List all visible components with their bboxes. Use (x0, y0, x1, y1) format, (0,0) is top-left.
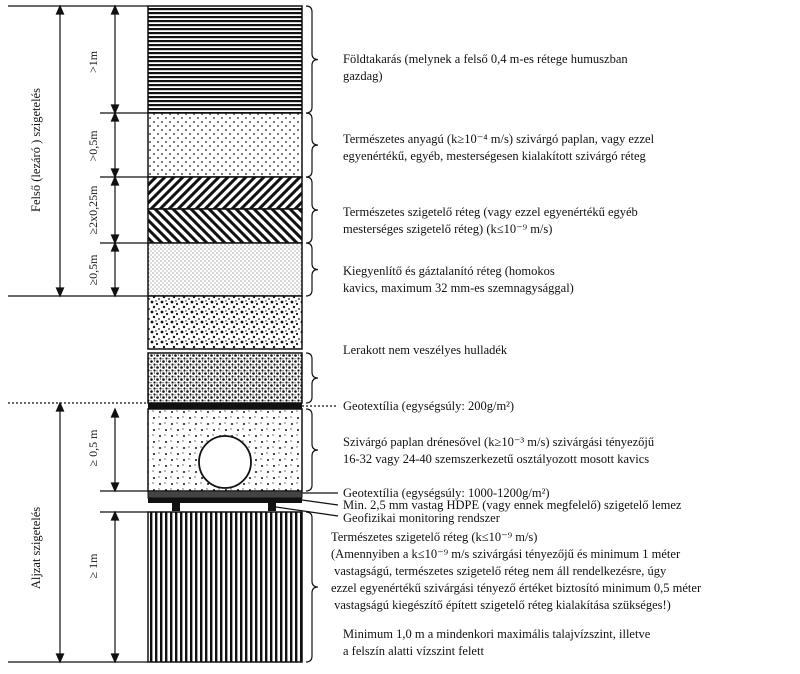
layer-description (343, 511, 501, 525)
dimension-label: >0,5m (86, 130, 100, 162)
layer-description (343, 205, 638, 236)
layer-description-line: Lerakott nem veszélyes hulladék (343, 343, 508, 357)
layer-description (343, 435, 655, 466)
layer-waste (148, 353, 302, 403)
layer-description-line: Földtakarás (melynek a felső 0,4 m-es rétege humuszban (343, 52, 628, 66)
layer-description-line: gazdag) (343, 69, 383, 83)
arrow-head (112, 512, 119, 520)
layer-description (343, 132, 655, 163)
layer-drainage-blanket (148, 113, 302, 177)
arrow-head (112, 409, 119, 417)
dimension-label: ≥ 1m (86, 553, 100, 579)
arrow-head (112, 288, 119, 296)
layer-description-line: 16-32 vagy 24-40 szemszerkezetű osztályozott mosott kavics (343, 452, 650, 466)
layer-description (343, 399, 514, 413)
layer-description (331, 530, 702, 612)
arrow-head (112, 483, 119, 491)
layer-description-line: Minimum 1,0 m a mindenkori maximális talajvízszint, illetve (343, 627, 651, 641)
leader-line (302, 500, 338, 505)
arrow-head (57, 654, 64, 662)
arrow-head (57, 288, 64, 296)
layer-brace (306, 177, 318, 243)
layer-description-line: Szivárgó paplan drénesővel (k≥10⁻³ m/s) szivárgási tényezőjű (343, 435, 655, 449)
dimension-label: >1m (86, 50, 100, 74)
layer-clay-a (148, 177, 302, 209)
layer-geotextile-bottom (148, 491, 302, 498)
layer-brace (306, 409, 318, 491)
layer-equalizing (148, 243, 302, 296)
arrow-head (57, 6, 64, 14)
arrow-head (57, 403, 64, 411)
layer-description-line: Geofizikai monitoring rendszer (343, 511, 500, 525)
layer-description (343, 264, 574, 295)
layer-description (343, 498, 682, 512)
drain-pipe (199, 436, 251, 488)
layer-natural-liner (148, 512, 302, 662)
layer-column (148, 6, 302, 662)
layer-description-line: Kiegyenlítő és gáztalanító réteg (homokos (343, 264, 555, 278)
monitoring-sensor (172, 503, 180, 511)
layer-brace (306, 353, 318, 403)
layer-descriptions (331, 52, 702, 658)
layer-description-line: Természetes szigetelő réteg (k≤10⁻⁹ m/s) (331, 530, 538, 544)
layer-description (343, 627, 651, 658)
layer-description (343, 52, 628, 83)
arrow-head (112, 113, 119, 121)
arrow-head (112, 177, 119, 185)
layer-description-line: mesterséges szigetelő réteg) (k≤10⁻⁹ m/s) (343, 222, 553, 236)
layer-description-line: Természetes szigetelő réteg (vagy ezzel egyenértékű egyéb (343, 205, 638, 219)
layer-description-line: Geotextília (egységsúly: 200g/m²) (343, 399, 515, 413)
layer-hdpe (148, 498, 302, 503)
layer-brace (306, 113, 318, 177)
layer-description-line: kavics, maximum 32 mm-es szemnagysággal) (343, 281, 574, 295)
layer-description-line: Geotextília (egységsúly: 1000-1200g/m²) (343, 486, 550, 500)
layer-description-line: Min. 2,5 mm vastag HDPE (vagy ennek megfelelő) szigetelő lemez (343, 498, 682, 512)
layer-brace (306, 243, 318, 296)
dimension-label: ≥2x0,25m (86, 185, 100, 235)
layer-description-line: vastagságú kiegészítő épített szigetelő réteg kialakítása szükséges!) (331, 598, 671, 612)
group-label-top: Felső (lezáró ) szigetelés (29, 88, 43, 212)
arrow-head (112, 243, 119, 251)
arrow-head (112, 6, 119, 14)
dimension-label: ≥ 0,5 m (86, 429, 100, 467)
layer-description-line: (Amennyiben a k≤10⁻⁹ m/s szivárgási tényezőjű és minimum 1 méter (331, 547, 681, 561)
layer-topsoil (148, 6, 302, 113)
layer-description (343, 343, 508, 357)
layer-gravel-cover (148, 296, 302, 349)
layer-description-line: ezzel egyenértékű szivárgási tényező értéket biztosító minimum 0,5 méter (331, 581, 702, 595)
group-label-bottom: Aljzat szigetelés (29, 506, 43, 590)
layer-description-line: Természetes anyagú (k≥10⁻⁴ m/s) szivárgó paplan, vagy ezzel (343, 132, 655, 146)
layer-brace (306, 512, 318, 662)
layer-brace (306, 6, 318, 113)
layer-description-line: egyenértékű, egyéb, mesterségesen kialakított szivárgó réteg (343, 149, 646, 163)
layer-geotextile-top (148, 403, 302, 409)
layer-clay-b (148, 209, 302, 243)
layer-description-line: a felszín alatti vízszint felett (343, 644, 484, 658)
arrow-head (112, 654, 119, 662)
layer-description-line: vastagságú, természetes szigetelő réteg nem áll rendelkezésre, úgy (331, 564, 667, 578)
dimension-label: ≥0,5m (86, 254, 100, 286)
monitoring-sensor (268, 503, 276, 511)
